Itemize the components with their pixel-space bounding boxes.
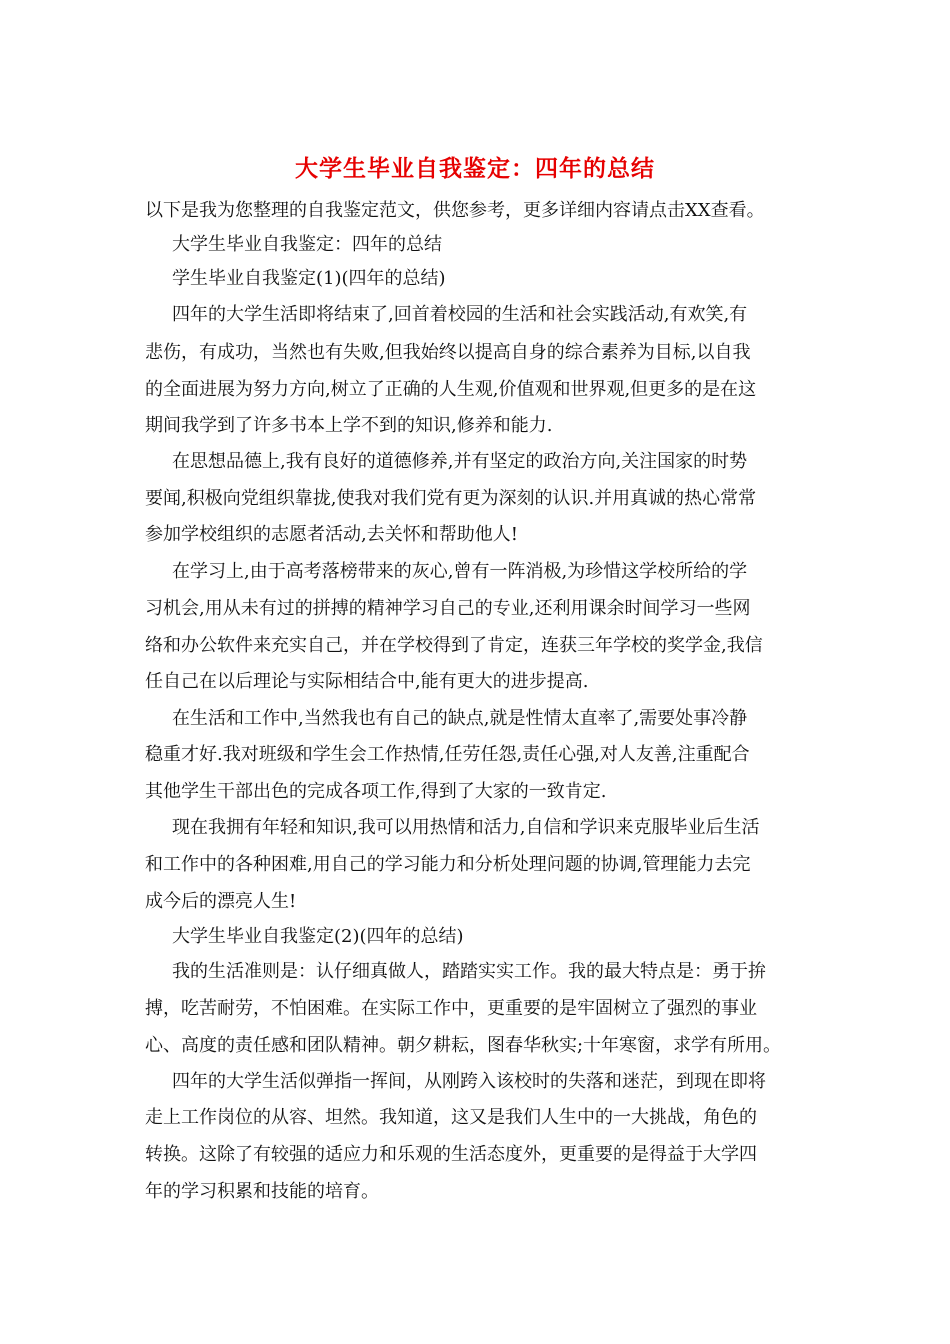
document-title: 大学生毕业自我鉴定：四年的总结	[295, 156, 655, 182]
paragraph-line: 任自己在以后理论与实际相结合中,能有更大的进步提高.	[145, 671, 589, 692]
paragraph-line: 在思想品德上,我有良好的道德修养,并有坚定的政治方向,关注国家的时势	[172, 451, 748, 472]
paragraph-line: 大学生毕业自我鉴定(2)(四年的总结)	[172, 926, 464, 947]
paragraph-line: 在学习上,由于高考落榜带来的灰心,曾有一阵消极,为珍惜这学校所给的学	[172, 561, 748, 582]
paragraph-line: 期间我学到了许多书本上学不到的知识,修养和能力.	[145, 415, 553, 436]
paragraph-line: 学生毕业自我鉴定(1)(四年的总结)	[172, 268, 446, 289]
paragraph-line: 转换。这除了有较强的适应力和乐观的生活态度外，更重要的是得益于大学四	[145, 1144, 757, 1165]
paragraph-line: 的全面进展为努力方向,树立了正确的人生观,价值观和世界观,但更多的是在这	[145, 379, 757, 400]
paragraph-line: 成今后的漂亮人生!	[145, 891, 297, 912]
paragraph-line: 搏，吃苦耐劳，不怕困难。在实际工作中，更重要的是牢固树立了强烈的事业	[145, 998, 757, 1019]
paragraph-line: 心、高度的责任感和团队精神。朝夕耕耘，图春华秋实;十年寒窗，求学有所用。	[145, 1035, 782, 1056]
paragraph-line: 习机会,用从未有过的拼搏的精神学习自己的专业,还利用课余时间学习一些网	[145, 598, 751, 619]
paragraph-line: 大学生毕业自我鉴定：四年的总结	[172, 234, 442, 255]
paragraph-line: 和工作中的各种困难,用自己的学习能力和分析处理问题的协调,管理能力去完	[145, 854, 751, 875]
paragraph-line: 要闻,积极向党组织靠拢,使我对我们党有更为深刻的认识.并用真诚的热心常常	[145, 488, 757, 509]
paragraph-line: 以下是我为您整理的自我鉴定范文，供您参考，更多详细内容请点击XX查看。	[145, 200, 765, 221]
paragraph-line: 四年的大学生活似弹指一挥间，从刚跨入该校时的失落和迷茫，到现在即将	[172, 1071, 766, 1092]
paragraph-line: 参加学校组织的志愿者活动,去关怀和帮助他人!	[145, 524, 518, 545]
paragraph-line: 我的生活准则是：认仔细真做人，踏踏实实工作。我的最大特点是：勇于拚	[172, 961, 766, 982]
paragraph-line: 在生活和工作中,当然我也有自己的缺点,就是性情太直率了,需要处事冷静	[172, 708, 748, 729]
paragraph-line: 稳重才好.我对班级和学生会工作热情,任劳任怨,责任心强,对人友善,注重配合	[145, 744, 750, 765]
paragraph-line: 其他学生干部出色的完成各项工作,得到了大家的一致肯定.	[145, 781, 607, 802]
paragraph-line: 悲伤，有成功，当然也有失败,但我始终以提高自身的综合素养为目标,以自我	[145, 342, 751, 363]
paragraph-line: 现在我拥有年轻和知识,我可以用热情和活力,自信和学识来克服毕业后生活	[172, 817, 760, 838]
paragraph-line: 络和办公软件来充实自己，并在学校得到了肯定，连获三年学校的奖学金,我信	[145, 635, 763, 656]
paragraph-line: 走上工作岗位的从容、坦然。我知道，这又是我们人生中的一大挑战，角色的	[145, 1107, 757, 1128]
paragraph-line: 年的学习积累和技能的培育。	[145, 1181, 379, 1202]
paragraph-line: 四年的大学生活即将结束了,回首着校园的生活和社会实践活动,有欢笑,有	[172, 304, 748, 325]
